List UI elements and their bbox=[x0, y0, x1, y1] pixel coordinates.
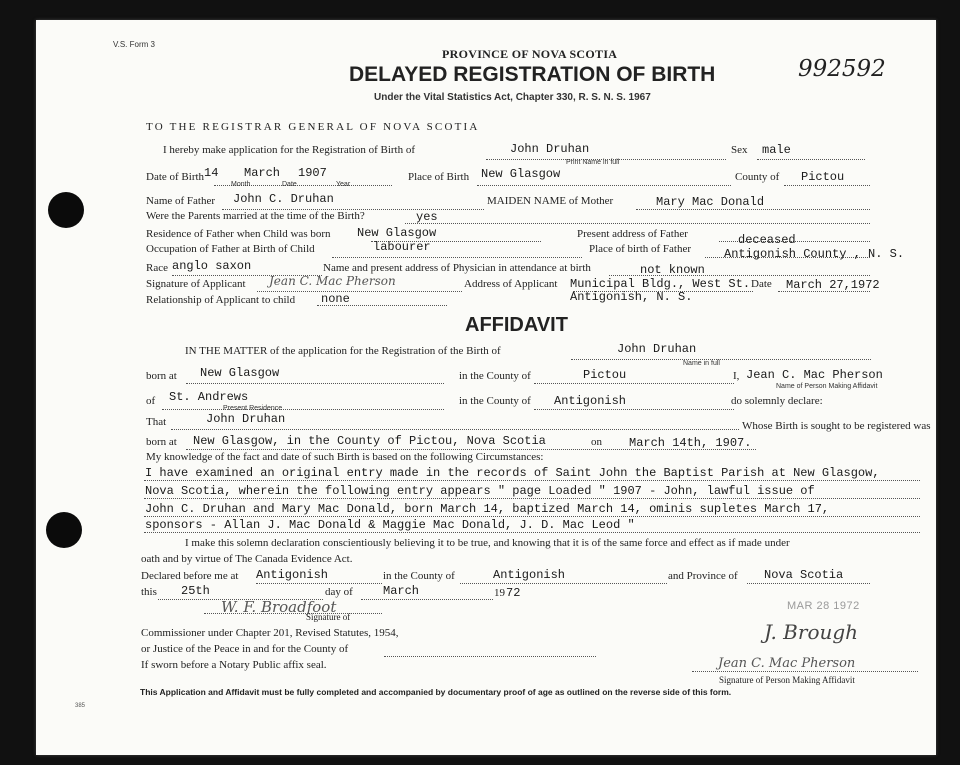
born-at-value: New Glasgow bbox=[200, 366, 280, 380]
pob-label: Place of Birth bbox=[408, 171, 470, 183]
application-intro: I hereby make application for the Registration of Birth of bbox=[163, 144, 416, 156]
race-label: Race bbox=[146, 262, 168, 274]
affiant-caption: Name of Person Making Affidavit bbox=[776, 383, 878, 390]
declared-county-line bbox=[460, 583, 667, 584]
physician-value: not known bbox=[640, 263, 705, 277]
year-caption: Year bbox=[336, 181, 351, 188]
present-addr-label: Present address of Father bbox=[577, 228, 688, 240]
form-id: V.S. Form 3 bbox=[113, 40, 155, 49]
date-caption: Date bbox=[282, 181, 297, 188]
of-label: of bbox=[146, 395, 156, 407]
county-line bbox=[784, 185, 870, 186]
pob-line bbox=[477, 185, 731, 186]
application-date: March 27,1972 bbox=[786, 278, 880, 292]
punch-hole-top bbox=[48, 192, 84, 228]
born-at2-value: New Glasgow, in the County of Pictou, Nova Scotia bbox=[193, 434, 546, 448]
circ-line-4 bbox=[144, 532, 920, 533]
occupation-value: labourer bbox=[373, 240, 431, 254]
father-label: Name of Father bbox=[146, 195, 216, 207]
residence-line bbox=[162, 409, 444, 410]
born-at-label: born at bbox=[146, 370, 177, 382]
commissioner-county-line bbox=[384, 656, 596, 657]
married-line bbox=[405, 223, 870, 224]
addressee-line: TO THE REGISTRAR GENERAL OF NOVA SCOTIA bbox=[146, 121, 480, 133]
declared-line bbox=[256, 583, 382, 584]
filed-stamp: MAR 28 1972 bbox=[787, 600, 860, 612]
commissioner-line-2: or Justice of the Peace in and for the County of bbox=[141, 643, 349, 655]
residence-county-line bbox=[534, 409, 734, 410]
born-on-value: March 14th, 1907. bbox=[629, 436, 752, 450]
month-value: March bbox=[383, 584, 420, 598]
sex-value: male bbox=[762, 143, 791, 157]
matter-text: IN THE MATTER of the application for the Registration of the Birth of bbox=[185, 345, 501, 357]
county-value: Pictou bbox=[801, 170, 845, 184]
circ-line-3 bbox=[144, 516, 920, 517]
circ-line-1 bbox=[144, 480, 920, 481]
signature-of-label: Signature of bbox=[306, 612, 351, 622]
born-county-label: in the County of bbox=[459, 370, 531, 382]
matter-line bbox=[571, 359, 871, 360]
married-label: Were the Parents married at the time of the Birth? bbox=[146, 210, 365, 222]
declared-county-label: in the County of bbox=[383, 570, 455, 582]
residence-county-label: in the County of bbox=[459, 395, 531, 407]
birth-registration-form bbox=[36, 20, 936, 755]
solemn-declaration-2: oath and by virtue of The Canada Evidence Act. bbox=[141, 553, 353, 565]
that-label: That bbox=[146, 416, 167, 428]
commissioner-signature: W. F. Broadfoot bbox=[221, 598, 337, 616]
declared-province-value: Nova Scotia bbox=[764, 568, 844, 582]
dob-year-value: 1907 bbox=[298, 166, 327, 180]
mother-label: MAIDEN NAME of Mother bbox=[487, 195, 614, 207]
pob-value: New Glasgow bbox=[481, 167, 561, 181]
handwritten-number: 992592 bbox=[798, 56, 886, 82]
born-county-value: Pictou bbox=[583, 368, 627, 382]
knowledge-text: My knowledge of the fact and date of such Birth is based on the following Circumstances: bbox=[146, 451, 544, 463]
on-label: on bbox=[591, 436, 602, 448]
solemn-declaration-1: I make this solemn declaration conscientiously believing it to be true, and knowing that it is of the same force and effect as if made under bbox=[185, 537, 790, 549]
affiant-name-value: Jean C. Mac Pherson bbox=[746, 368, 883, 382]
place-father-value: Antigonish County , N. S. bbox=[724, 247, 905, 261]
born-at-line bbox=[186, 383, 444, 384]
circumstance-line-1: I have examined an original entry made in the records of Saint John the Baptist Parish at New Glasgow, bbox=[145, 466, 880, 480]
declared-province-line bbox=[747, 583, 870, 584]
declared-at-value: Antigonish bbox=[256, 568, 329, 582]
dob-month-value: March bbox=[244, 166, 281, 180]
present-addr-value: deceased bbox=[738, 233, 796, 247]
dob-day-value: 14 bbox=[204, 166, 219, 180]
occupation-line bbox=[332, 257, 582, 258]
affiant-signature-caption: Signature of Person Making Affidavit bbox=[719, 675, 855, 685]
affidavit-name-value: John Druhan bbox=[617, 342, 697, 356]
sig-applicant-line bbox=[257, 291, 462, 292]
mother-line bbox=[636, 209, 870, 210]
act-subtitle: Under the Vital Statistics Act, Chapter 330, R. S. N. S. 1967 bbox=[374, 92, 651, 103]
address-line-2: Antigonish, N. S. bbox=[570, 290, 693, 304]
province-heading: PROVINCE OF NOVA SCOTIA bbox=[442, 47, 618, 61]
commissioner-line-3: If sworn before a Notary Public affix seal. bbox=[141, 659, 327, 671]
sig-applicant-label: Signature of Applicant bbox=[146, 278, 246, 290]
sex-line bbox=[757, 159, 865, 160]
declare-text: do solemnly declare: bbox=[731, 395, 823, 407]
affidavit-name-caption: Name in full bbox=[683, 360, 720, 367]
residence-caption: Present Residence bbox=[223, 405, 283, 412]
affidavit-heading: AFFIDAVIT bbox=[465, 314, 568, 336]
sex-label: Sex bbox=[731, 144, 748, 156]
married-value: yes bbox=[416, 210, 438, 224]
child-name-caption: Print Name in full bbox=[566, 159, 620, 166]
footer-note: This Application and Affidavit must be fully completed and accompanied by documentary proof of age as outlined on the reverse side of this form. bbox=[140, 687, 732, 697]
address-line-1: Municipal Bldg., West St. bbox=[570, 277, 751, 291]
year-value: 72 bbox=[506, 586, 521, 600]
circumstance-line-4: sponsors - Allan J. Mac Donald & Maggie Mac Donald, J. D. Mac Leod " bbox=[145, 518, 635, 532]
that-line bbox=[171, 429, 739, 430]
declared-county-value: Antigonish bbox=[493, 568, 566, 582]
born-at2-label: born at bbox=[146, 436, 177, 448]
registrar-signature: J. Brough bbox=[764, 620, 859, 644]
date-label: Date bbox=[751, 278, 772, 290]
day-value: 25th bbox=[181, 584, 210, 598]
month-caption: Month bbox=[231, 181, 251, 188]
race-value: anglo saxon bbox=[172, 259, 252, 273]
that-name-value: John Druhan bbox=[206, 412, 286, 426]
year-prefix: 19 bbox=[494, 587, 505, 599]
relationship-value: none bbox=[321, 292, 350, 306]
county-label: County of bbox=[735, 171, 780, 183]
circ-line-2 bbox=[144, 498, 920, 499]
residence-value: St. Andrews bbox=[169, 390, 249, 404]
punch-hole-bottom bbox=[46, 512, 82, 548]
affiant-sig-line bbox=[692, 671, 918, 672]
commissioner-line-1: Commissioner under Chapter 201, Revised Statutes, 1954, bbox=[141, 627, 399, 639]
applicant-signature: Jean C. Mac Pherson bbox=[269, 274, 396, 288]
day-of-label: day of bbox=[325, 586, 353, 598]
month-line bbox=[361, 599, 493, 600]
declared-label: Declared before me at bbox=[141, 570, 239, 582]
commissioner-sig-line bbox=[204, 613, 382, 614]
circumstance-line-2: Nova Scotia, wherein the following entry appears " page Loaded " 1907 - John, lawful issue of bbox=[145, 484, 815, 498]
dob-label: Date of Birth bbox=[146, 171, 205, 183]
born-county-line bbox=[534, 383, 734, 384]
res-father-value: New Glasgow bbox=[357, 226, 437, 240]
margin-number: 385 bbox=[75, 703, 86, 709]
this-label: this bbox=[141, 586, 157, 598]
mother-value: Mary Mac Donald bbox=[656, 195, 765, 209]
occupation-label: Occupation of Father at Birth of Child bbox=[146, 243, 315, 255]
father-value: John C. Druhan bbox=[233, 192, 334, 206]
relationship-label: Relationship of Applicant to child bbox=[146, 294, 296, 306]
page-title: DELAYED REGISTRATION OF BIRTH bbox=[349, 63, 716, 86]
residence-county-value: Antigonish bbox=[554, 394, 627, 408]
addr-applicant-label: Address of Applicant bbox=[464, 278, 558, 290]
declared-province-label: and Province of bbox=[668, 570, 738, 582]
affiant-signature: Jean C. Mac Pherson bbox=[718, 656, 856, 671]
circumstance-line-3: John C. Druhan and Mary Mac Donald, born March 14, baptized March 14, ominis supletes March 17, bbox=[145, 502, 830, 516]
res-father-label: Residence of Father when Child was born bbox=[146, 228, 331, 240]
whose-birth-text: Whose Birth is sought to be registered was bbox=[742, 420, 931, 432]
place-father-label: Place of birth of Father bbox=[589, 243, 692, 255]
i-label: I, bbox=[733, 370, 740, 382]
child-name-value: John Druhan bbox=[510, 142, 590, 156]
physician-label: Name and present address of Physician in attendance at birth bbox=[323, 262, 591, 274]
